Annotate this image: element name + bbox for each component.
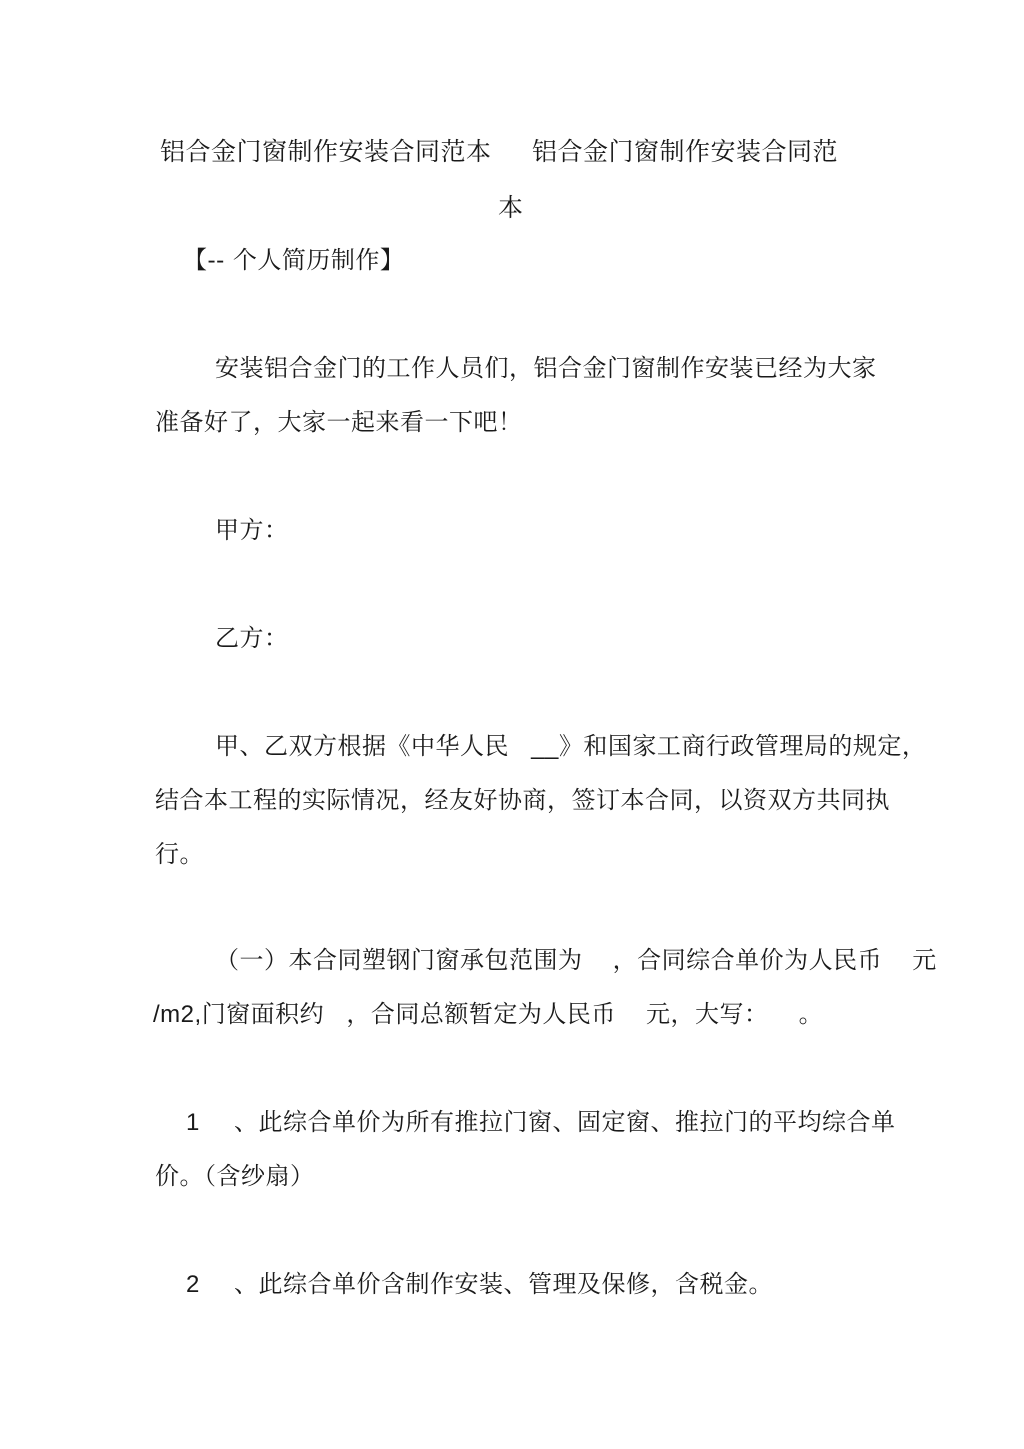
item-2-text: 、此综合单价含制作安装、管理及保修，含税金。 <box>234 1270 773 1298</box>
paragraph-1-line-3: 行。 <box>155 840 204 868</box>
paragraph-1-text-a: 甲、乙双方根据《中华人民 <box>215 732 509 760</box>
party-b-label: 乙方： <box>215 624 289 652</box>
paragraph-1-line-2: 结合本工程的实际情况，经友好协商，签订本合同，以资双方共同执 <box>155 786 890 814</box>
clause-1-total-label: ，合同总额暂定为人民币 <box>346 1000 616 1028</box>
item-2-number: 2 <box>186 1271 200 1298</box>
intro-line-2: 准备好了，大家一起来看一下吧！ <box>155 408 523 436</box>
subtitle: 【-- 个人简历制作】 <box>183 246 405 274</box>
clause-1-text-c: 元 <box>912 946 937 974</box>
title-part-3: 本 <box>498 193 524 222</box>
intro-line-1: 安装铝合金门的工作人员们，铝合金门窗制作安装已经为大家 <box>215 354 877 382</box>
item-1-line-2: 价。（含纱扇） <box>155 1162 315 1190</box>
clause-1-area-label: 门窗面积约 <box>201 1000 325 1028</box>
item-1-text: 、此综合单价为所有推拉门窗、固定窗、推拉门的平均综合单 <box>234 1108 896 1136</box>
item-2-line-1 <box>186 1268 773 1301</box>
title-part-2: 铝合金门窗制作安装合同范 <box>532 137 839 166</box>
item-1-number: 1 <box>186 1109 200 1136</box>
title-part-1: 铝合金门窗制作安装合同范本 <box>160 137 492 166</box>
clause-1-end-mark: 。 <box>798 1000 824 1028</box>
item-1-line-1 <box>186 1106 896 1139</box>
paragraph-1-line-1 <box>215 730 926 763</box>
paragraph-1-text-c: 》和国家工商行政管理局的规定， <box>558 732 927 760</box>
clause-1-text-b: ，合同综合单价为人民币 <box>612 946 883 974</box>
clause-1-line-2 <box>153 998 823 1031</box>
paragraph-1-blank: __ <box>531 733 559 760</box>
clause-1-text-a: （一）本合同塑钢门窗承包范围为 <box>215 946 583 974</box>
clause-1-capital-label: 元，大写： <box>645 1000 769 1028</box>
clause-1-unit: /m2, <box>153 1001 202 1028</box>
party-a-label: 甲方： <box>215 516 289 544</box>
clause-1-line-1 <box>215 944 937 976</box>
